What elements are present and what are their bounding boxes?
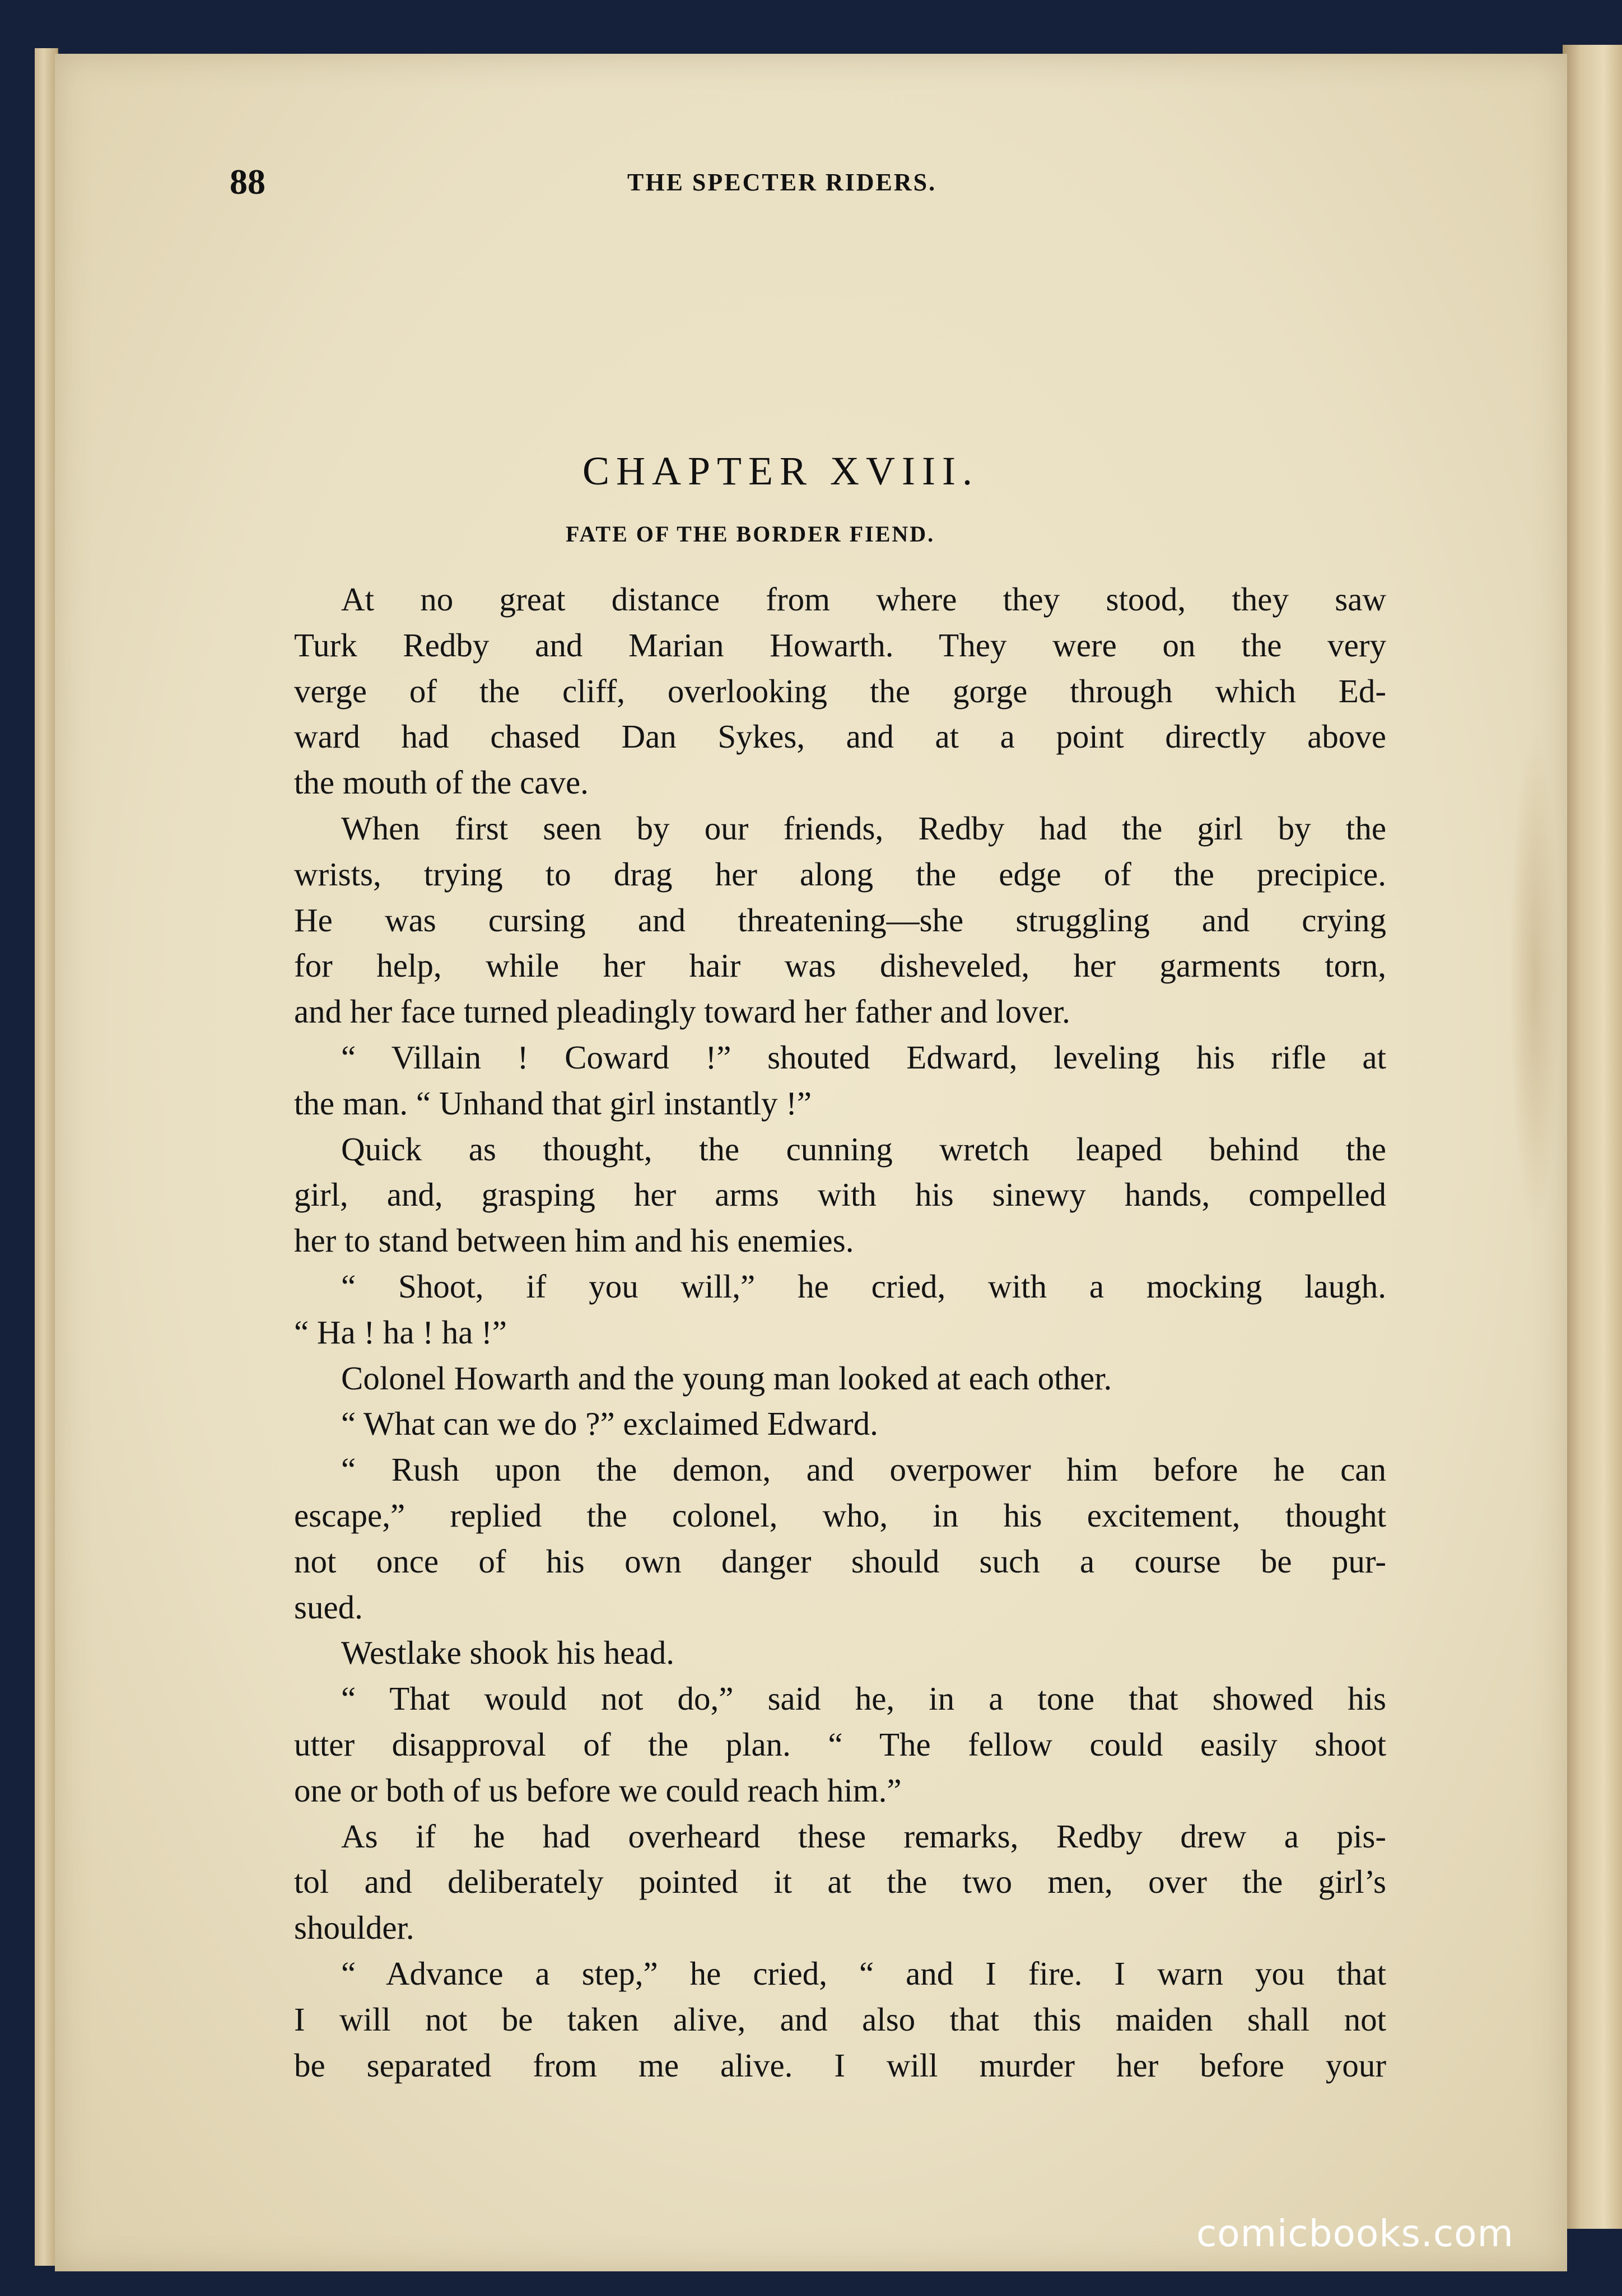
text-line: Colonel Howarth and the young man looked at each other. — [341, 1359, 1112, 1397]
text-line: escape,” replied the colonel, who, in his excitement, thought — [294, 1496, 1386, 1534]
text-line: not once of his own danger should such a course be pur- — [294, 1542, 1386, 1580]
running-title: THE SPECTER RIDERS. — [627, 169, 937, 196]
text-line: Quick as thought, the cunning wretch leaped behind the — [341, 1130, 1386, 1168]
text-line: “ Rush upon the demon, and overpower him before he can — [341, 1451, 1386, 1488]
text-line: wrists, trying to drag her along the edge of the precipice. — [294, 855, 1386, 893]
chapter-subtitle: FATE OF THE BORDER FIEND. — [566, 521, 935, 547]
text-line: When first seen by our friends, Redby had the girl by the — [341, 809, 1386, 847]
text-line: Westlake shook his head. — [341, 1634, 674, 1672]
text-line: “ Ha ! ha ! ha !” — [294, 1313, 507, 1351]
text-line: one or both of us before we could reach him.” — [294, 1771, 902, 1809]
text-line: “ What can we do ?” exclaimed Edward. — [341, 1405, 878, 1443]
text-line: be separated from me alive. I will murder her before your — [294, 2046, 1386, 2084]
text-line: As if he had overheard these remarks, Redby drew a pis- — [341, 1817, 1386, 1855]
text-line: shoulder. — [294, 1909, 414, 1947]
text-line: the mouth of the cave. — [294, 764, 589, 801]
text-line: girl, and, grasping her arms with his sinewy hands, compelled — [294, 1176, 1386, 1214]
site-watermark: comicbooks.com — [1196, 2212, 1514, 2255]
text-line: tol and deliberately pointed it at the two men, over the girl’s — [294, 1863, 1386, 1901]
text-line: “ That would not do,” said he, in a tone that showed his — [341, 1680, 1386, 1718]
text-line: and her face turned pleadingly toward her father and lover. — [294, 993, 1070, 1030]
text-line: utter disapproval of the plan. “ The fellow could easily shoot — [294, 1725, 1386, 1763]
text-line: I will not be taken alive, and also that this maiden shall not — [294, 2000, 1386, 2038]
chapter-title: CHAPTER XVIII. — [582, 449, 979, 493]
text-line: sued. — [294, 1588, 363, 1626]
text-line: “ Shoot, if you will,” he cried, with a mocking laugh. — [341, 1267, 1386, 1305]
text-line: the man. “ Unhand that girl instantly !” — [294, 1084, 812, 1122]
text-line: “ Villain ! Coward !” shouted Edward, leveling his rifle at — [341, 1038, 1386, 1076]
text-line: her to stand between him and his enemies. — [294, 1222, 854, 1259]
text-line: “ Advance a step,” he cried, “ and I fire. I warn you that — [341, 1954, 1386, 1992]
text-line: Turk Redby and Marian Howarth. They were on the very — [294, 626, 1386, 664]
text-line: He was cursing and threatening—she struggling and crying — [294, 901, 1386, 939]
body-text — [294, 577, 1386, 2088]
text-line: verge of the cliff, overlooking the gorge through which Ed- — [294, 672, 1386, 710]
text-line: At no great distance from where they stood, they saw — [341, 581, 1386, 618]
page-number: 88 — [230, 162, 265, 202]
text-line: ward had chased Dan Sykes, and at a point directly above — [294, 718, 1386, 755]
page-stain — [1509, 728, 1560, 1232]
book-page-edges-right — [1563, 45, 1622, 2229]
text-line: for help, while her hair was disheveled, her garments torn, — [294, 947, 1386, 984]
